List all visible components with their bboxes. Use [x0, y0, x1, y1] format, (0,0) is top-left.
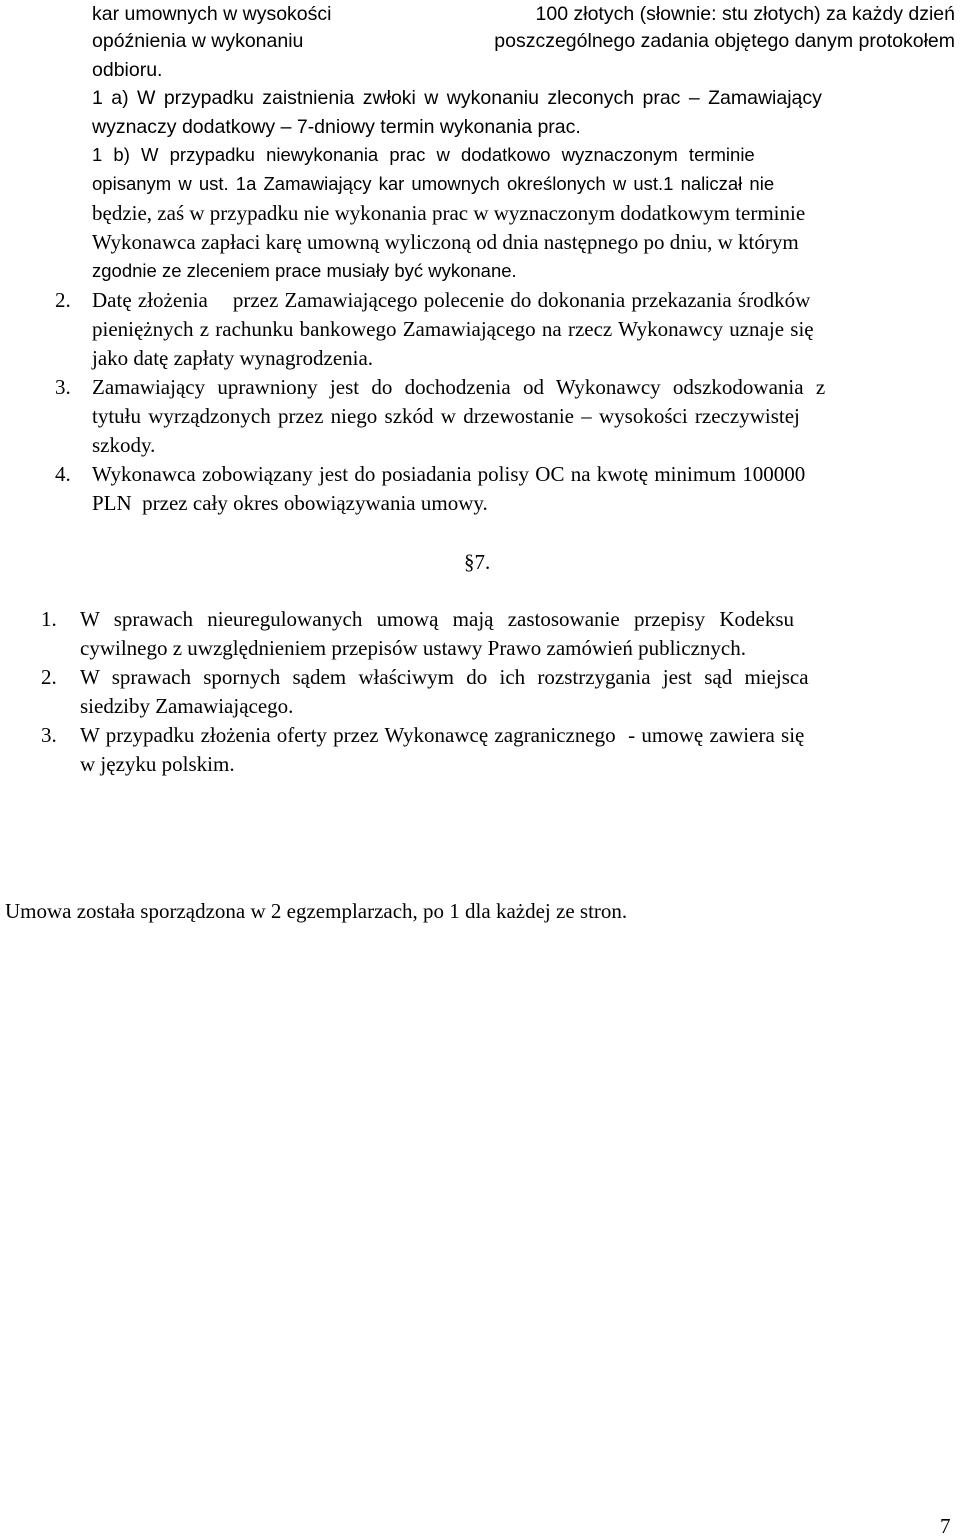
page-number: 7: [940, 1514, 951, 1538]
list-item-line: w języku polskim.: [80, 752, 235, 776]
text-line: tytułu wyrządzonych przez niego szkód w drzewostanie – wysokości rzeczywistej: [92, 404, 800, 428]
list-item-line: W sprawach spornych sądem właściwym do ich rozstrzygania jest sąd miejsca: [80, 665, 809, 689]
closing-statement: Umowa została sporządzona w 2 egzemplarzach, po 1 dla każdej ze stron.: [5, 899, 628, 923]
paragraph-number: 4.: [55, 462, 71, 486]
text-line: szkody.: [92, 433, 156, 457]
text-line: Datę złożenia przez Zamawiającego polecenie do dokonania przekazania środków: [92, 288, 811, 312]
text-line: zgodnie ze zleceniem prace musiały być wykonane.: [92, 260, 517, 281]
text-line: będzie, zaś w przypadku nie wykonania prac w wyznaczonym dodatkowym terminie: [92, 201, 806, 225]
text-line: wyznaczy dodatkowy – 7-dniowy termin wykonania prac.: [92, 116, 581, 138]
text-line: Wykonawca zapłaci karę umowną wyliczoną od dnia następnego po dniu, w którym: [92, 230, 799, 254]
paragraph-number: 2.: [55, 288, 71, 312]
text-fragment: poszczególnego zadania objętego danym protokołem: [494, 30, 955, 52]
list-item-line: W przypadku złożenia oferty przez Wykonawcę zagranicznego - umowę zawiera się: [80, 723, 805, 747]
text-line: jako datę zapłaty wynagrodzenia.: [92, 346, 374, 370]
text-line: [92, 27, 955, 55]
text-line: opisanym w ust. 1a Zamawiający kar umownych określonych w ust.1 naliczał nie: [92, 173, 775, 194]
paragraph-number: 3.: [55, 375, 71, 399]
text-line: 1 b) W przypadku niewykonania prac w dodatkowo wyznaczonym terminie: [92, 144, 755, 165]
text-fragment: opóźnienia w wykonaniu: [92, 30, 304, 52]
text-fragment: kar umownych w wysokości: [92, 3, 332, 25]
text-line: Wykonawca zobowiązany jest do posiadania polisy OC na kwotę minimum 100000: [92, 462, 806, 486]
text-line: odbioru.: [92, 59, 163, 81]
text-line: pieniężnych z rachunku bankowego Zamawiającego na rzecz Wykonawcy uznaje się: [92, 317, 814, 341]
text-fragment: 100 złotych (słownie: stu złotych) za każdy dzień: [535, 3, 955, 25]
text-line: Zamawiający uprawniony jest do dochodzenia od Wykonawcy odszkodowania z: [92, 375, 826, 399]
text-line: PLN przez cały okres obowiązywania umowy.: [92, 491, 488, 515]
list-item-number: 3.: [41, 723, 57, 747]
list-item-line: W sprawach nieuregulowanych umową mają zastosowanie przepisy Kodeksu: [80, 607, 794, 631]
list-item-line: cywilnego z uwzględnieniem przepisów ustawy Prawo zamówień publicznych.: [80, 636, 746, 660]
list-item-number: 2.: [41, 665, 57, 689]
list-item-line: siedziby Zamawiającego.: [80, 694, 294, 718]
text-line: 1 a) W przypadku zaistnienia zwłoki w wykonaniu zleconych prac – Zamawiający: [92, 87, 822, 109]
list-item-number: 1.: [41, 607, 57, 631]
section-heading: §7.: [464, 550, 491, 574]
text-line: [92, 0, 955, 28]
